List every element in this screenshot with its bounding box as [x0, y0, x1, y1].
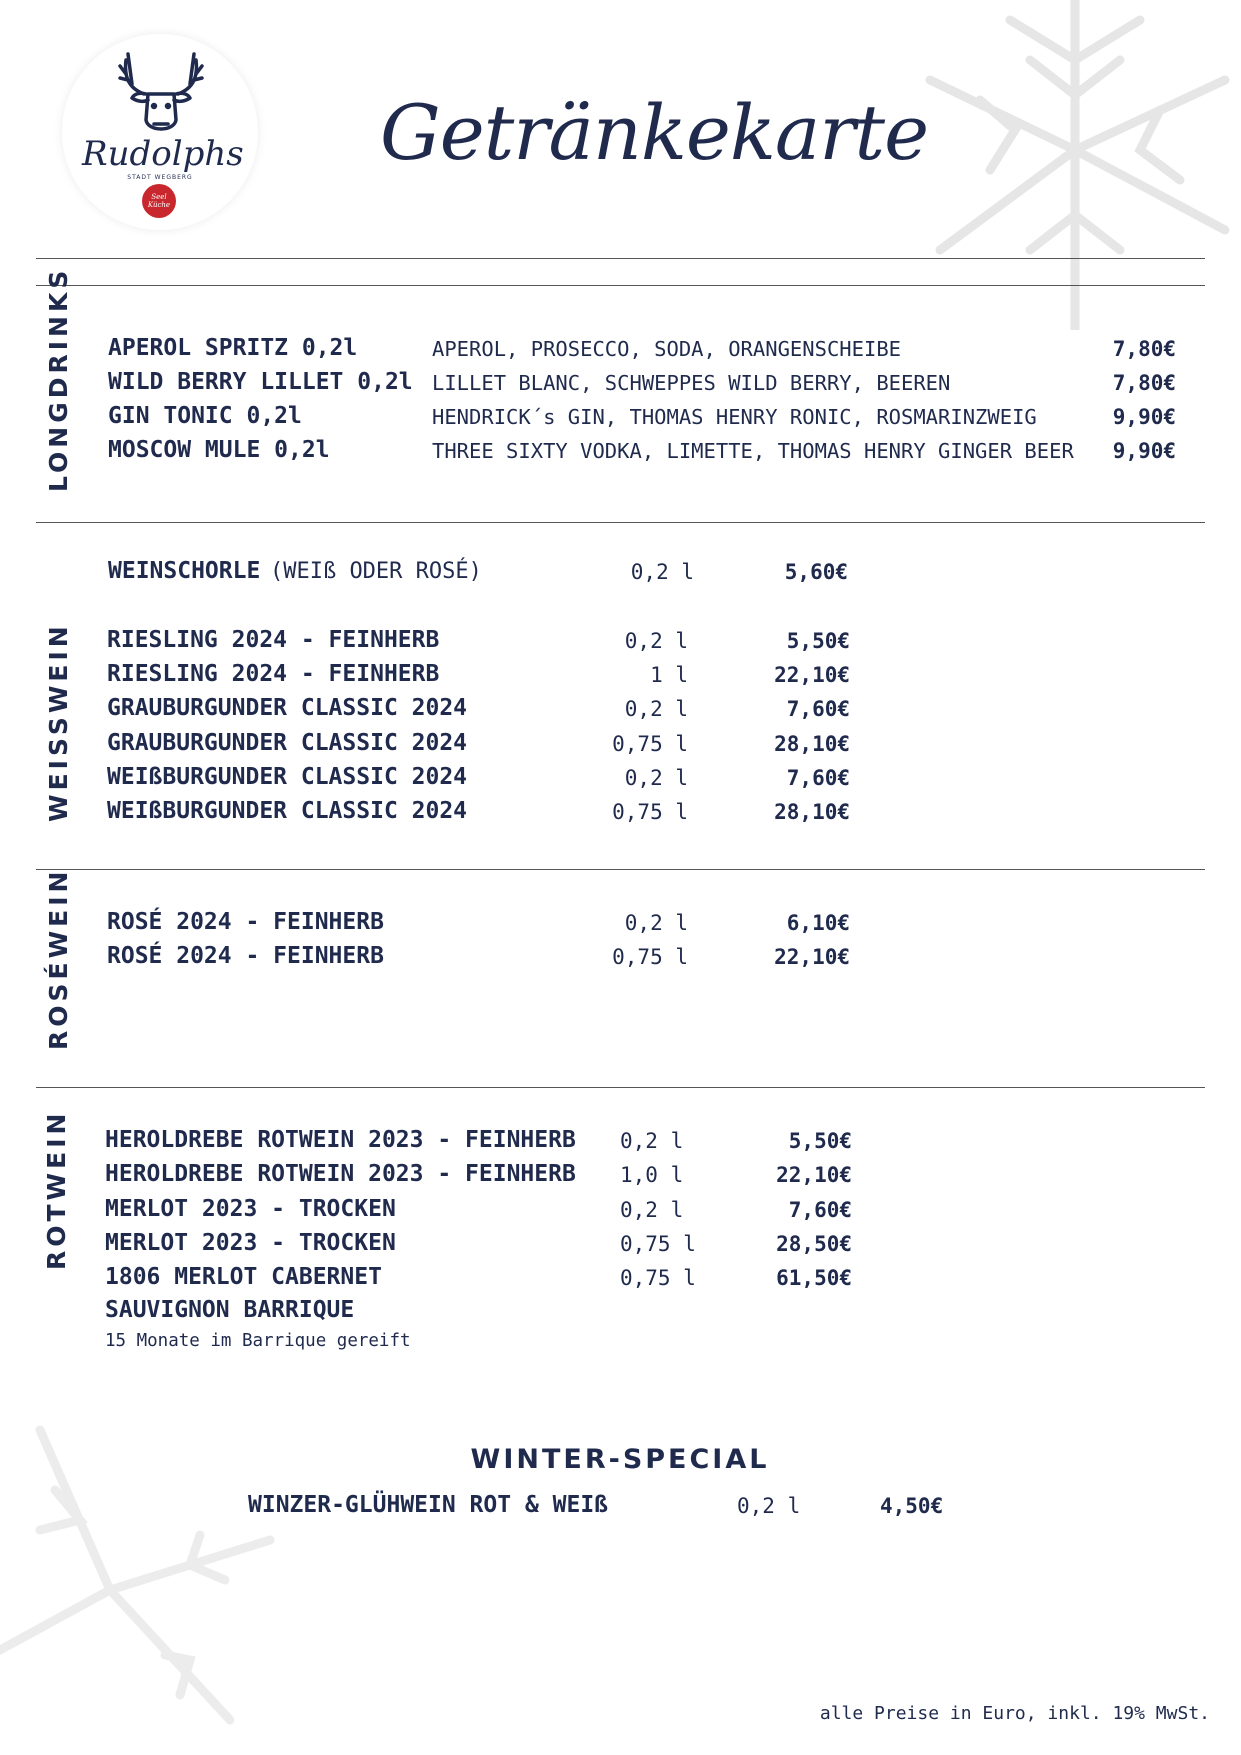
header-divider-top	[36, 258, 1205, 259]
winter-special-heading: WINTER-SPECIAL	[470, 1444, 770, 1475]
longdrink-desc: APEROL, PROSECCO, SODA, ORANGENSCHEIBE	[432, 337, 901, 361]
logo-subline: STADT WEGBERG	[127, 174, 193, 181]
rosewein-name: ROSÉ 2024 - FEINHERB	[107, 909, 384, 935]
section-divider	[36, 1087, 1205, 1088]
snowflake-bottom-left-icon	[0, 1420, 300, 1755]
header-divider-bottom	[36, 285, 1205, 286]
longdrink-price: 7,80€	[1112, 337, 1176, 361]
rotwein-price: 7,60€	[788, 1198, 852, 1222]
logo-badge-text: Seel Küche	[147, 193, 171, 209]
longdrink-price: 7,80€	[1112, 371, 1176, 395]
logo	[62, 34, 258, 230]
longdrink-desc: HENDRICK´s GIN, THOMAS HENRY RONIC, ROSMARINZWEIG	[432, 405, 1037, 429]
weisswein-qty: 0,2 l	[624, 629, 688, 653]
section-divider	[36, 522, 1205, 523]
rotwein-name-line2: SAUVIGNON BARRIQUE	[105, 1297, 355, 1323]
weisswein-qty: 0,75 l	[612, 800, 688, 824]
weisswein-price: 28,10€	[774, 732, 850, 756]
longdrink-price: 9,90€	[1112, 405, 1176, 429]
rotwein-qty: 1,0 l	[620, 1163, 684, 1187]
weisswein-price: 5,50€	[786, 629, 850, 653]
rotwein-qty: 0,75 l	[620, 1266, 696, 1290]
rotwein-qty: 0,2 l	[620, 1198, 684, 1222]
weisswein-price: 7,60€	[786, 766, 850, 790]
rosewein-price: 6,10€	[786, 911, 850, 935]
logo-badge	[142, 184, 176, 218]
longdrink-name: WILD BERRY LILLET 0,2l	[108, 369, 413, 395]
weinschorle-name: WEINSCHORLE	[108, 558, 261, 584]
weisswein-name: RIESLING 2024 - FEINHERB	[107, 627, 440, 653]
longdrink-price: 9,90€	[1112, 439, 1176, 463]
rotwein-name: MERLOT 2023 - TROCKEN	[105, 1230, 396, 1256]
section-divider	[36, 869, 1205, 870]
logo-name: Rudolphs	[82, 134, 244, 174]
rosewein-price: 22,10€	[774, 945, 850, 969]
weisswein-qty: 0,2 l	[624, 697, 688, 721]
rosewein-qty: 0,75 l	[612, 945, 688, 969]
section-label-weisswein: WEISSWEIN	[44, 622, 73, 822]
winter-special-price: 4,50€	[880, 1494, 944, 1518]
weinschorle-qty: 0,2 l	[630, 560, 694, 584]
rotwein-name: HEROLDREBE ROTWEIN 2023 - FEINHERB	[105, 1161, 576, 1187]
rotwein-qty: 0,75 l	[620, 1232, 696, 1256]
rotwein-price: 22,10€	[776, 1163, 852, 1187]
longdrink-desc: THREE SIXTY VODKA, LIMETTE, THOMAS HENRY GINGER BEER	[432, 439, 1074, 463]
longdrink-name: APEROL SPRITZ 0,2l	[108, 335, 358, 361]
rosewein-qty: 0,2 l	[624, 911, 688, 935]
longdrink-desc: LILLET BLANC, SCHWEPPES WILD BERRY, BEEREN	[432, 371, 951, 395]
rotwein-note: 15 Monate im Barrique gereift	[105, 1331, 411, 1351]
section-label-longdrinks: LONGDRINKS	[44, 266, 73, 492]
weisswein-qty: 0,75 l	[612, 732, 688, 756]
weisswein-price: 28,10€	[774, 800, 850, 824]
rotwein-price: 61,50€	[776, 1266, 852, 1290]
weisswein-name: WEIßBURGUNDER CLASSIC 2024	[107, 798, 468, 824]
page-title: Getränkekarte	[380, 88, 929, 177]
longdrink-name: GIN TONIC 0,2l	[108, 403, 302, 429]
rosewein-name: ROSÉ 2024 - FEINHERB	[107, 943, 384, 969]
moose-icon	[118, 50, 204, 140]
weisswein-name: GRAUBURGUNDER CLASSIC 2024	[107, 730, 468, 756]
footer-note: alle Preise in Euro, inkl. 19% MwSt.	[819, 1703, 1210, 1724]
rotwein-name: HEROLDREBE ROTWEIN 2023 - FEINHERB	[105, 1127, 576, 1153]
weisswein-price: 7,60€	[786, 697, 850, 721]
rotwein-name: MERLOT 2023 - TROCKEN	[105, 1196, 396, 1222]
weisswein-name: WEIßBURGUNDER CLASSIC 2024	[107, 764, 468, 790]
rotwein-qty: 0,2 l	[620, 1129, 684, 1153]
weisswein-name: RIESLING 2024 - FEINHERB	[107, 661, 440, 687]
weinschorle-row	[108, 558, 482, 584]
weisswein-qty: 1 l	[650, 663, 688, 687]
rotwein-price: 5,50€	[788, 1129, 852, 1153]
section-label-rotwein: ROTWEIN	[42, 1109, 71, 1270]
weinschorle-price: 5,60€	[784, 560, 848, 584]
weisswein-price: 22,10€	[774, 663, 850, 687]
weisswein-qty: 0,2 l	[624, 766, 688, 790]
winter-special-name: WINZER-GLÜHWEIN ROT & WEIß	[248, 1492, 609, 1518]
rotwein-price: 28,50€	[776, 1232, 852, 1256]
weinschorle-note: (WEIß ODER ROSÉ)	[269, 559, 482, 584]
rotwein-name: 1806 MERLOT CABERNET	[105, 1264, 382, 1290]
winter-special-qty: 0,2 l	[737, 1494, 801, 1518]
section-label-rosewein: ROSÉWEIN	[44, 867, 73, 1050]
longdrink-name: MOSCOW MULE 0,2l	[108, 437, 330, 463]
weisswein-name: GRAUBURGUNDER CLASSIC 2024	[107, 695, 468, 721]
